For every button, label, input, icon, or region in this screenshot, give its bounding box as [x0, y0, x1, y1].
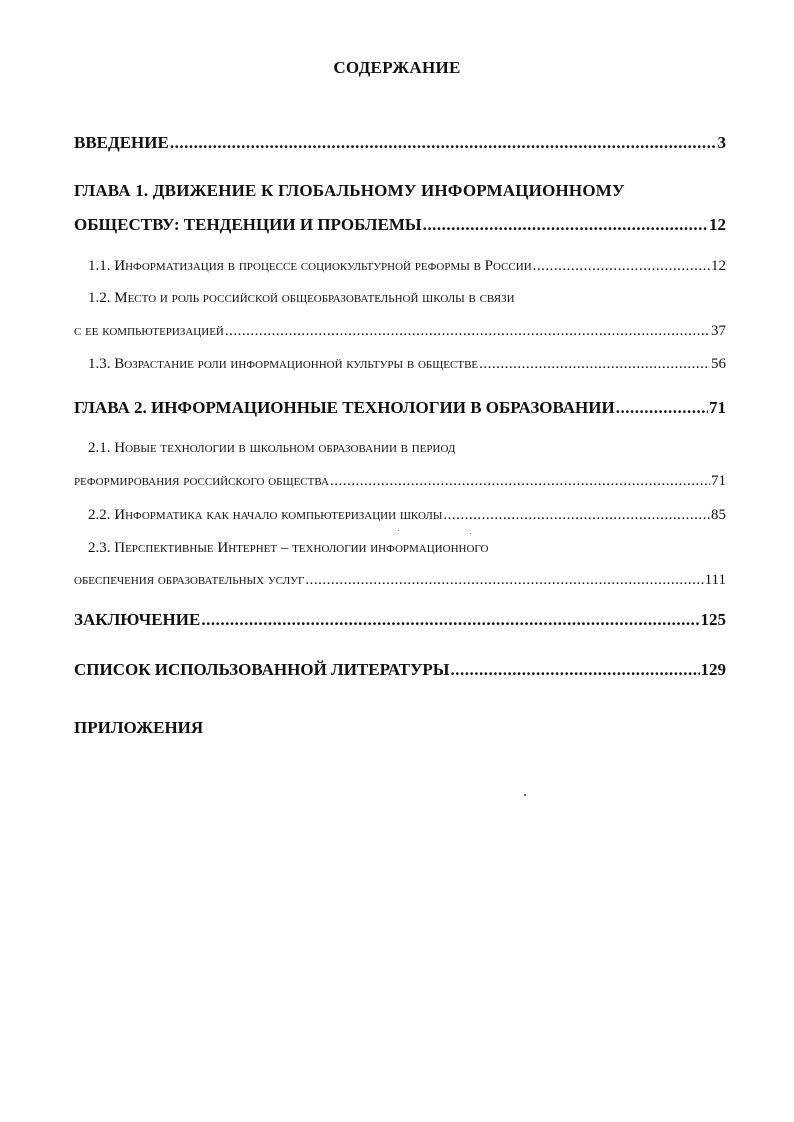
scan-speck [470, 533, 471, 534]
toc-entry-label: ЗАКЛЮЧЕНИЕ [74, 610, 201, 629]
toc-entry-2-3-line1[interactable]: 2.3. Перспективные Интернет – технологии информационного [88, 540, 489, 556]
dot-leader [330, 473, 710, 490]
toc-entry-2-1-line1[interactable]: 2.1. Новые технологии в школьном образовании в период [88, 440, 456, 456]
toc-page-number: 85 [711, 507, 726, 523]
dot-leader [443, 507, 710, 524]
toc-entry-intro[interactable] [74, 133, 726, 153]
dot-leader [201, 610, 699, 630]
dot-leader [170, 133, 717, 153]
dot-leader [225, 323, 710, 340]
toc-entry-1-1[interactable] [88, 258, 726, 275]
toc-entry-references[interactable] [74, 660, 726, 680]
dot-leader [479, 356, 710, 373]
toc-entry-2-1[interactable] [74, 473, 726, 490]
toc-entry-label: обеспечения образовательных услуг [74, 572, 305, 588]
toc-page-number: 37 [711, 323, 726, 339]
toc-entry-1-2[interactable] [74, 323, 726, 340]
toc-entry-label: 1.3. Возрастание роли информационной культуры в обществе [88, 356, 479, 372]
toc-entry-label: реформирования российского общества [74, 473, 329, 489]
toc-entry-1-3[interactable] [88, 356, 726, 373]
toc-entry-2-3[interactable] [74, 572, 726, 589]
toc-page-number: 12 [711, 258, 726, 274]
toc-entry-appendix[interactable]: ПРИЛОЖЕНИЯ [74, 718, 204, 737]
toc-entry-label: ОБЩЕСТВУ: ТЕНДЕНЦИИ И ПРОБЛЕМЫ [74, 215, 422, 234]
toc-entry-2-2[interactable] [88, 507, 726, 524]
dot-leader [616, 398, 708, 418]
toc-entry-label: с ее компьютеризацией [74, 323, 224, 339]
scan-speck [524, 794, 526, 796]
toc-entry-label: ГЛАВА 2. ИНФОРМАЦИОННЫЕ ТЕХНОЛОГИИ В ОБРАЗОВАНИИ [74, 398, 615, 417]
toc-entry-label: ВВЕДЕНИЕ [74, 133, 169, 152]
toc-entry-label: 2.2. Информатика как начало компьютеризации школы [88, 507, 443, 523]
toc-page-number: 129 [700, 660, 726, 679]
toc-page-number: 71 [711, 473, 726, 489]
toc-page-number: 125 [700, 610, 726, 629]
toc-page-number: 56 [711, 356, 726, 372]
toc-entry-ch1-line1[interactable]: ГЛАВА 1. ДВИЖЕНИЕ К ГЛОБАЛЬНОМУ ИНФОРМАЦИОННОМУ [74, 181, 625, 200]
dot-leader [533, 258, 710, 275]
dot-leader [423, 215, 708, 235]
dot-leader [451, 660, 700, 680]
toc-entry-1-2-line1[interactable]: 1.2. Место и роль российской общеобразовательной школы в связи [88, 290, 515, 306]
toc-page-number: 12 [709, 215, 726, 234]
toc-page-number: 111 [704, 572, 726, 588]
scan-speck [398, 530, 399, 531]
toc-page-number: 3 [717, 133, 726, 152]
toc-entry-conclusion[interactable] [74, 610, 726, 630]
toc-page-number: 71 [709, 398, 726, 417]
toc-entry-ch2[interactable] [74, 398, 726, 418]
toc-entry-ch1[interactable] [74, 215, 726, 235]
toc-entry-label: 1.1. Информатизация в процессе социокультурной реформы в России [88, 258, 532, 274]
page-title: СОДЕРЖАНИЕ [333, 58, 461, 77]
toc-entry-label: СПИСОК ИСПОЛЬЗОВАННОЙ ЛИТЕРАТУРЫ [74, 660, 450, 679]
dot-leader [305, 572, 703, 589]
